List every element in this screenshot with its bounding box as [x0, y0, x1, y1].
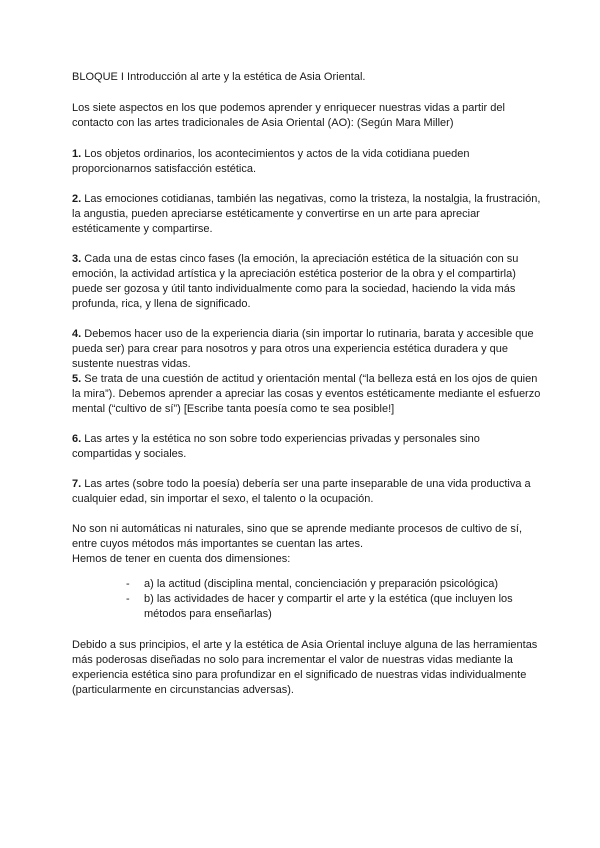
list-item-text: b) las actividades de hacer y compartir el arte y la estética (que incluyen los métodos para enseñarlas): [144, 593, 513, 620]
aspect-item-1: [72, 147, 542, 177]
aspect-item-6: [72, 432, 542, 462]
aspect-text: Debemos hacer uso de la experiencia diaria (sin importar lo rutinaria, barata y accesible que pueda ser) para crear para nosotros y para otros una experiencia estética duradera y que sustente nuestras vidas.: [72, 328, 534, 370]
list-item: [72, 577, 542, 592]
document-body: [72, 70, 542, 698]
aspect-item-7: [72, 477, 542, 507]
aspect-number: 1.: [72, 148, 82, 160]
list-item: [72, 592, 542, 622]
methods-paragraph: No son ni automáticas ni naturales, sino que se aprende mediante procesos de cultivo de sí, entre cuyos métodos más importantes se cuentan las artes.: [72, 523, 523, 550]
aspect-text: Los objetos ordinarios, los acontecimientos y actos de la vida cotidiana pueden proporcionarnos satisfacción estética.: [72, 148, 470, 175]
aspect-text: Cada una de estas cinco fases (la emoción, la apreciación estética de la situación con su emoción, la actividad artística y la apreciación estética posterior de la obra y el compartirla) puede ser gozosa y útil tanto individualmente como para la sociedad, haciendo la vida más profunda, rica, y llena de significado.: [72, 253, 519, 310]
aspect-number: 5.: [72, 373, 82, 385]
aspect-item-2: [72, 192, 542, 237]
aspect-text: Las emociones cotidianas, también las negativas, como la tristeza, la nostalgia, la frustración, la angustia, pueden apreciarse estéticamente y convertirse en un arte para apreciar estéticamente y compartirse.: [72, 193, 541, 235]
aspect-item-5: [72, 372, 542, 417]
closing-paragraph: Debido a sus principios, el arte y la estética de Asia Oriental incluye alguna de las herramientas más poderosas diseñadas no solo para incrementar el valor de nuestras vidas mediante la experiencia estética sino para profundizar en el significado de nuestras vidas individualmente (particularmente en circunstancias adversas).: [72, 639, 538, 696]
aspect-number: 4.: [72, 328, 82, 340]
dimensions-intro: Hemos de tener en cuenta dos dimensiones:: [72, 553, 291, 565]
aspect-number: 3.: [72, 253, 82, 265]
list-bullet: -: [126, 578, 130, 590]
aspect-text: Se trata de una cuestión de actitud y orientación mental (“la belleza está en los ojos de quien la mira”). Debemos aprender a apreciar las cosas y eventos estéticamente mediante el esfuerzo mental (“cultivo de sí”) [Escribe tanta poesía como te sea posible!]: [72, 373, 541, 415]
aspect-item-3: [72, 252, 542, 312]
aspect-text: Las artes y la estética no son sobre todo experiencias privadas y personales sino compartidas y sociales.: [72, 433, 480, 460]
aspect-text: Las artes (sobre todo la poesía) debería ser una parte inseparable de una vida productiva a cualquier edad, sin importar el sexo, el talento o la ocupación.: [72, 478, 531, 505]
list-item-text: a) la actitud (disciplina mental, concienciación y preparación psicológica): [144, 578, 499, 590]
aspect-number: 2.: [72, 193, 82, 205]
document-title: BLOQUE I Introducción al arte y la estética de Asia Oriental.: [72, 71, 366, 83]
intro-paragraph: Los siete aspectos en los que podemos aprender y enriquecer nuestras vidas a partir del contacto con las artes tradicionales de Asia Oriental (AO): (Según Mara Miller): [72, 102, 505, 129]
aspect-item-4: [72, 327, 542, 372]
aspect-number: 7.: [72, 478, 82, 490]
aspect-number: 6.: [72, 433, 82, 445]
list-bullet: -: [126, 593, 130, 605]
dimensions-list: [72, 577, 542, 622]
